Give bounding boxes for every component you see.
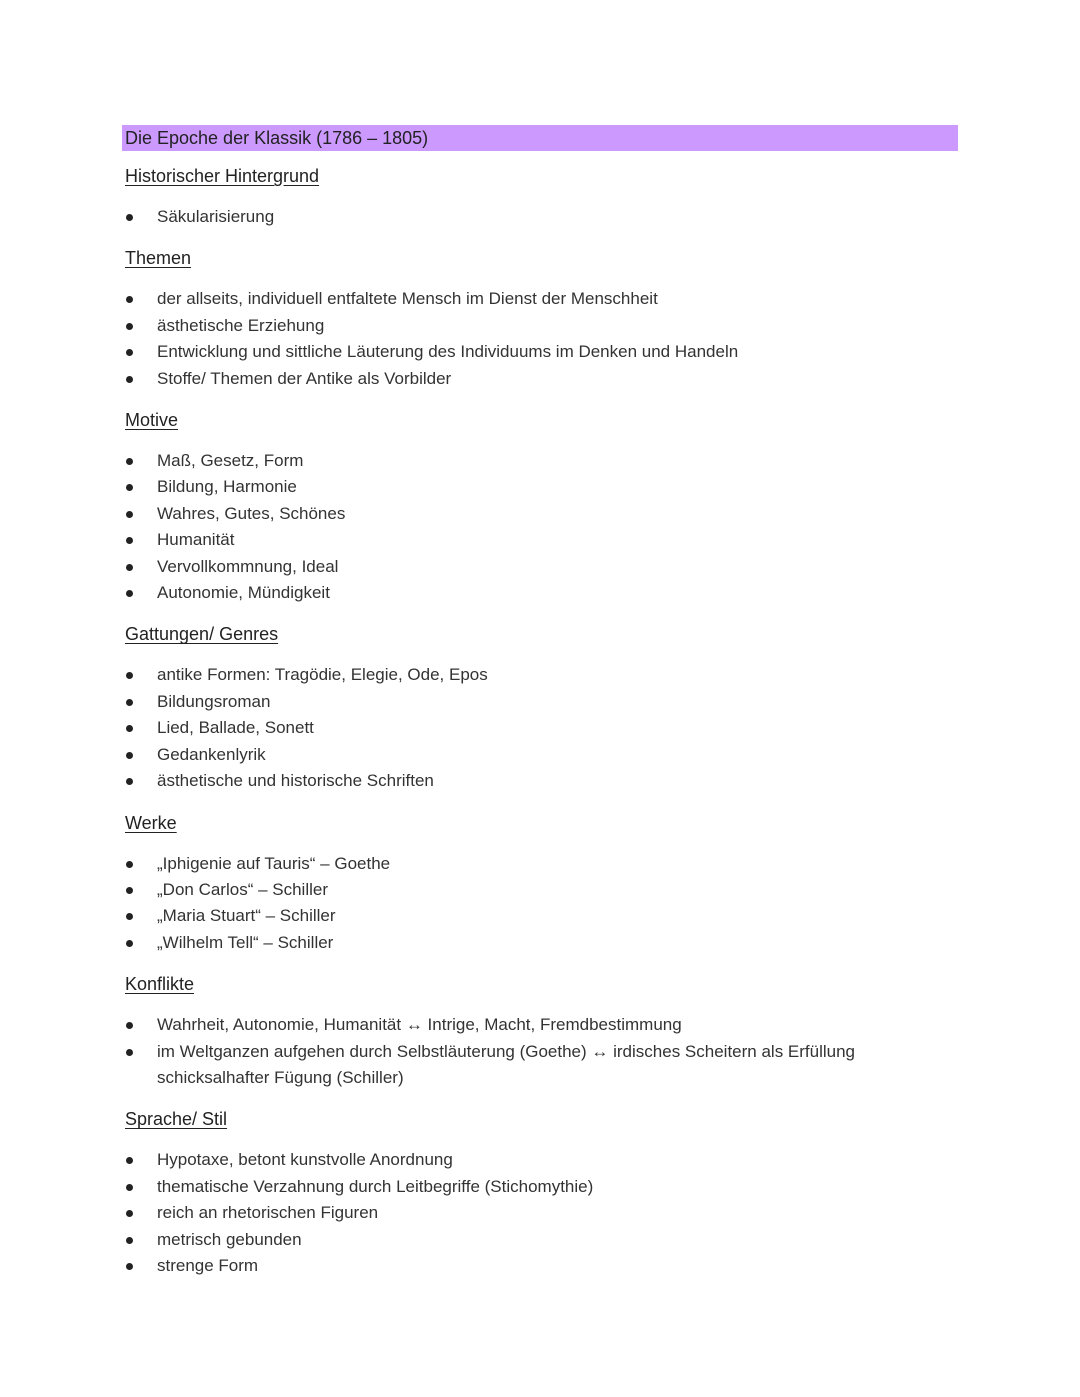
bullet-icon — [126, 1184, 133, 1191]
list-item-text: „Don Carlos“ – Schiller — [157, 879, 328, 899]
list-item — [125, 448, 925, 474]
bullet-icon — [126, 1210, 133, 1217]
section-heading: Sprache/ Stil — [125, 1109, 228, 1130]
list-item — [125, 1174, 925, 1200]
list-item-text: der allseits, individuell entfaltete Mensch im Dienst der Menschheit — [157, 289, 658, 309]
bullet-icon — [126, 940, 133, 947]
list-item-text: Autonomie, Mündigkeit — [157, 583, 330, 603]
bullet-list — [125, 662, 925, 794]
list-item — [125, 1012, 925, 1038]
bullet-list — [125, 204, 925, 230]
list-item — [125, 204, 925, 230]
bullet-icon — [126, 1263, 133, 1270]
list-item-text: strenge Form — [157, 1255, 259, 1275]
list-item — [125, 768, 925, 794]
list-item-text: Bildung, Harmonie — [157, 477, 297, 497]
list-item-text: Hypotaxe, betont kunstvolle Anordnung — [157, 1150, 453, 1170]
bullet-icon — [126, 725, 133, 732]
bullet-icon — [126, 511, 133, 518]
list-item-text: metrisch gebunden — [157, 1229, 302, 1249]
bullet-list — [125, 286, 925, 392]
list-item-text: Maß, Gesetz, Form — [157, 451, 304, 471]
list-item — [125, 366, 925, 392]
bullet-icon — [126, 1157, 133, 1164]
list-item-text: „Maria Stuart“ – Schiller — [157, 906, 336, 926]
section-sprache-stil — [125, 1107, 925, 1279]
list-item-text: Humanität — [157, 530, 235, 550]
list-item-text: Wahrheit, Autonomie, Humanität ↔ Intrige, Macht, Fremdbestimmung — [157, 1015, 682, 1035]
section-heading: Historischer Hintergrund — [125, 166, 320, 186]
list-item — [125, 313, 925, 339]
bullet-icon — [126, 296, 133, 303]
list-item — [125, 1200, 925, 1226]
bullet-icon — [126, 1049, 133, 1056]
list-item-text: ästhetische Erziehung — [157, 315, 325, 335]
list-item — [125, 903, 925, 929]
section-konflikte — [125, 972, 925, 1091]
list-item-text: antike Formen: Tragödie, Elegie, Ode, Epos — [157, 665, 488, 685]
list-item-text: Gedankenlyrik — [157, 744, 266, 764]
section-heading: Gattungen/ Genres — [125, 624, 279, 645]
bullet-icon — [126, 214, 133, 221]
list-item — [125, 930, 925, 956]
bullet-icon — [126, 861, 133, 868]
list-item — [125, 501, 925, 527]
list-item — [125, 1253, 925, 1279]
section-heading: Motive — [125, 410, 179, 431]
list-item — [125, 527, 925, 553]
section-werke — [125, 811, 925, 957]
list-item-text: Säkularisierung — [157, 207, 275, 226]
list-item-text: Stoffe/ Themen der Antike als Vorbilder — [157, 368, 452, 388]
bullet-icon — [126, 699, 133, 706]
bullet-icon — [126, 672, 133, 679]
bullet-icon — [126, 778, 133, 785]
list-item — [125, 851, 925, 877]
section-heading: Konflikte — [125, 974, 195, 995]
section-motive — [125, 408, 925, 606]
bullet-icon — [126, 913, 133, 920]
list-item-text: Vervollkommnung, Ideal — [157, 556, 339, 576]
list-item — [125, 689, 925, 715]
section-gattungen-genres — [125, 622, 925, 794]
section-themen — [125, 246, 925, 392]
bullet-icon — [126, 537, 133, 544]
list-item-text: Entwicklung und sittliche Läuterung des Individuums im Denken und Handeln — [157, 342, 739, 362]
list-item — [125, 554, 925, 580]
bullet-icon — [126, 323, 133, 330]
list-item — [125, 715, 925, 741]
bullet-icon — [126, 458, 133, 465]
list-item — [125, 877, 925, 903]
bullet-icon — [126, 1022, 133, 1029]
list-item — [125, 286, 925, 312]
list-item — [125, 662, 925, 688]
document-title: Die Epoche der Klassik (1786 – 1805) — [122, 125, 958, 151]
list-item — [125, 1147, 925, 1173]
list-item-text: thematische Verzahnung durch Leitbegriffe (Stichomythie) — [157, 1176, 594, 1196]
list-item — [125, 1039, 925, 1092]
bullet-icon — [126, 590, 133, 597]
list-item — [125, 742, 925, 768]
section-historischer-hintergrund — [125, 164, 925, 230]
bullet-icon — [126, 887, 133, 894]
bullet-list — [125, 448, 925, 606]
list-item-text: „Wilhelm Tell“ – Schiller — [157, 932, 334, 952]
bullet-icon — [126, 564, 133, 571]
list-item — [125, 339, 925, 365]
bullet-icon — [126, 752, 133, 759]
bullet-icon — [126, 1237, 133, 1244]
list-item-text: im Weltganzen aufgehen durch Selbstläuterung (Goethe) ↔ irdisches Scheitern als Erfüllung schicksalhafter Fügung (Schiller) — [157, 1041, 856, 1087]
list-item-text: Bildungsroman — [157, 691, 271, 711]
section-heading: Themen — [125, 248, 192, 269]
list-item-text: Wahres, Gutes, Schönes — [157, 503, 346, 523]
section-heading: Werke — [125, 812, 177, 833]
document-content — [125, 164, 925, 1295]
bullet-list — [125, 851, 925, 957]
list-item — [125, 580, 925, 606]
list-item-text: ästhetische und historische Schriften — [157, 771, 434, 791]
list-item-text: „Iphigenie auf Tauris“ – Goethe — [157, 853, 391, 873]
bullet-list — [125, 1147, 925, 1279]
list-item-text: Lied, Ballade, Sonett — [157, 718, 314, 738]
bullet-list — [125, 1012, 925, 1091]
list-item-text: reich an rhetorischen Figuren — [157, 1203, 379, 1223]
bullet-icon — [126, 376, 133, 383]
list-item — [125, 1227, 925, 1253]
list-item — [125, 474, 925, 500]
bullet-icon — [126, 349, 133, 356]
bullet-icon — [126, 484, 133, 491]
